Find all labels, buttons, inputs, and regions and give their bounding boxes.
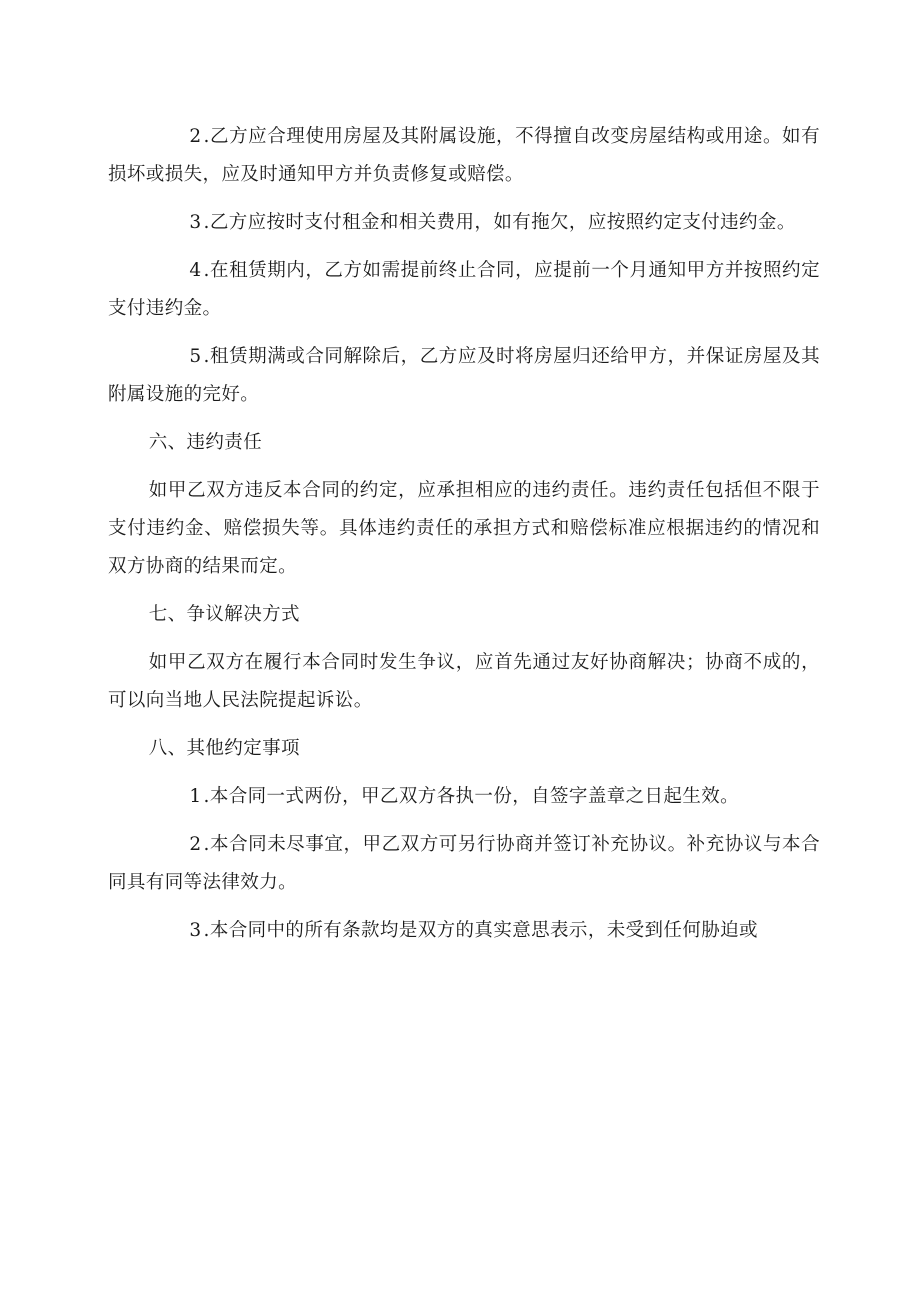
clause-text: .本合同一式两份，甲乙双方各执一份，自签字盖章之日起生效。 — [203, 786, 740, 807]
clause-number: 2 — [189, 126, 202, 147]
other-clause-1 — [108, 778, 820, 816]
clause-text: .本合同中的所有条款均是双方的真实意思表示，未受到任何胁迫或 — [203, 920, 758, 941]
clause-5 — [108, 338, 820, 414]
other-clause-2 — [108, 826, 820, 902]
document-body — [108, 118, 820, 960]
clause-number: 3 — [189, 920, 202, 941]
section-text-breach: 如甲乙双方违反本合同的约定，应承担相应的违约责任。违约责任包括但不限于支付违约金、赔偿损失等。具体违约责任的承担方式和赔偿标准应根据违约的情况和双方协商的结果而定。 — [108, 480, 820, 577]
other-clause-3 — [108, 912, 820, 950]
clause-text: .本合同未尽事宜，甲乙双方可另行协商并签订补充协议。补充协议与本合同具有同等法律效力。 — [108, 834, 820, 893]
section-heading-other: 八、其他约定事项 — [148, 738, 300, 759]
clause-text: .在租赁期内，乙方如需提前终止合同，应提前一个月通知甲方并按照约定支付违约金。 — [108, 260, 820, 319]
clause-number: 4 — [189, 260, 202, 281]
clause-text: .租赁期满或合同解除后，乙方应及时将房屋归还给甲方，并保证房屋及其附属设施的完好。 — [108, 346, 820, 405]
clause-2 — [108, 118, 820, 194]
section-heading-dispute: 七、争议解决方式 — [148, 604, 300, 625]
clause-number: 2 — [189, 834, 202, 855]
clause-text: .乙方应按时支付租金和相关费用，如有拖欠，应按照约定支付违约金。 — [203, 212, 796, 233]
section-text-dispute: 如甲乙双方在履行本合同时发生争议，应首先通过友好协商解决；协商不成的，可以向当地人民法院提起诉讼。 — [108, 652, 820, 711]
clause-3 — [108, 204, 820, 242]
clause-text: .乙方应合理使用房屋及其附属设施，不得擅自改变房屋结构或用途。如有损坏或损失，应及时通知甲方并负责修复或赔偿。 — [108, 126, 820, 185]
clause-number: 5 — [189, 346, 202, 367]
clause-number: 3 — [189, 212, 202, 233]
clause-number: 1 — [189, 786, 202, 807]
clause-4 — [108, 252, 820, 328]
section-heading-breach: 六、违约责任 — [148, 432, 263, 453]
